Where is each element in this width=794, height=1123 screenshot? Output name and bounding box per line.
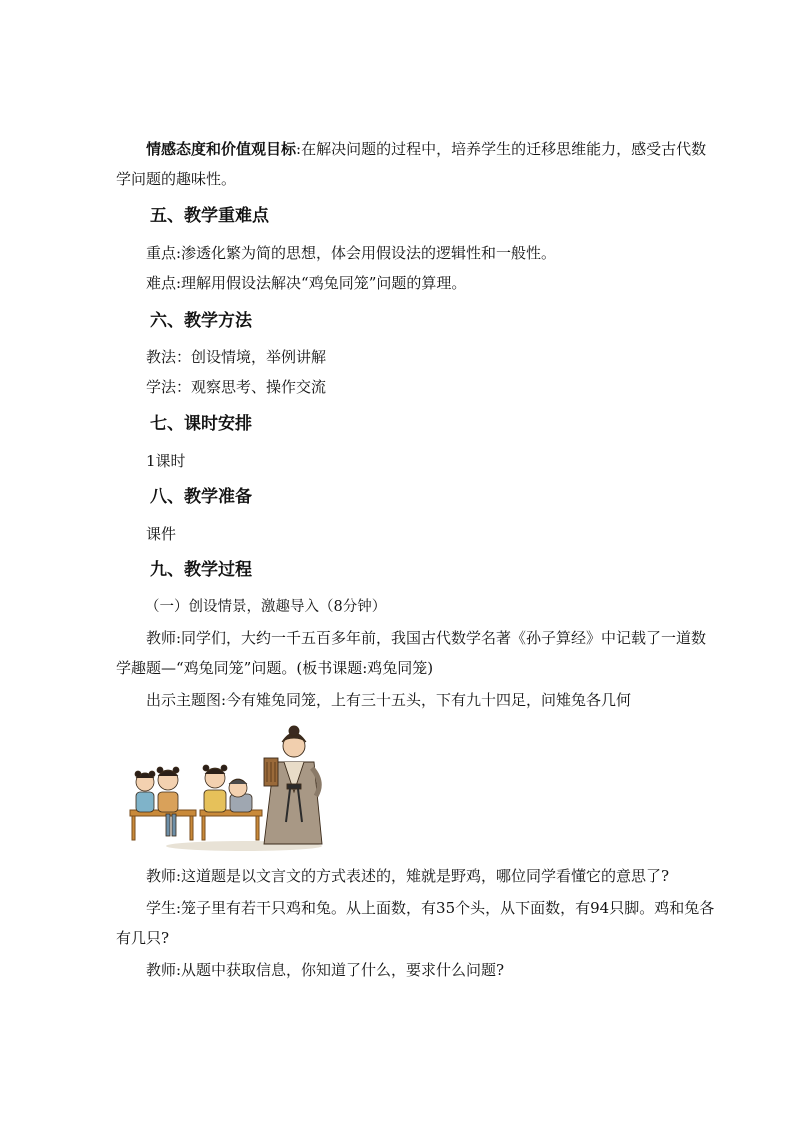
learning-method-text: 学法：观察思考、操作交流: [146, 378, 327, 396]
teacher-intro-paragraph: 教师:同学们，大约一千五百多年前，我国古代数学名著《孙子算经》中记载了一道数学趣题—“鸡兔同笼”问题。(板书课题:鸡兔同笼): [116, 629, 707, 677]
emotion-goal-text: :在解决问题的过程中，培养学生的迁移思维能力，感受古代数学问题的趣味性。: [116, 140, 707, 188]
difficulty-text: 难点:理解用假设法解决“鸡兔同笼”问题的算理。: [146, 274, 467, 292]
section-7-heading: 七、课时安排: [150, 414, 252, 434]
section-6-heading: 六、教学方法: [150, 311, 252, 331]
key-point-text: 重点:渗透化繁为简的思想，体会用假设法的逻辑性和一般性。: [146, 244, 557, 262]
teacher-followup-text: 教师:从题中获取信息，你知道了什么，要求什么问题?: [146, 961, 505, 979]
section-8-heading: 八、教学准备: [150, 487, 252, 507]
classroom-illustration: [124, 722, 324, 852]
teaching-method-text: 教法：创设情境，举例讲解: [146, 348, 327, 366]
class-hours-text: 1课时: [146, 452, 186, 470]
section-9-heading: 九、教学过程: [150, 560, 252, 580]
emotion-goal-paragraph: [116, 134, 721, 194]
preparation-text: 课件: [146, 525, 177, 543]
subsection-1-title: （一）创设情景，激趣导入（8分钟）: [145, 599, 387, 615]
show-problem-text: 出示主题图:今有雉兔同笼，上有三十五头，下有九十四足，问雉兔各几何: [146, 691, 632, 709]
emotion-goal-label: 情感态度和价值观目标: [146, 140, 297, 158]
section-5-heading: 五、教学重难点: [150, 206, 269, 226]
student-answer-paragraph: 学生:笼子里有若干只鸡和兔。从上面数，有35个头，从下面数，有94只脚。鸡和兔各有几只?: [116, 899, 715, 947]
teacher-question-text: 教师:这道题是以文言文的方式表述的，雉就是野鸡，哪位同学看懂它的意思了?: [146, 867, 670, 885]
